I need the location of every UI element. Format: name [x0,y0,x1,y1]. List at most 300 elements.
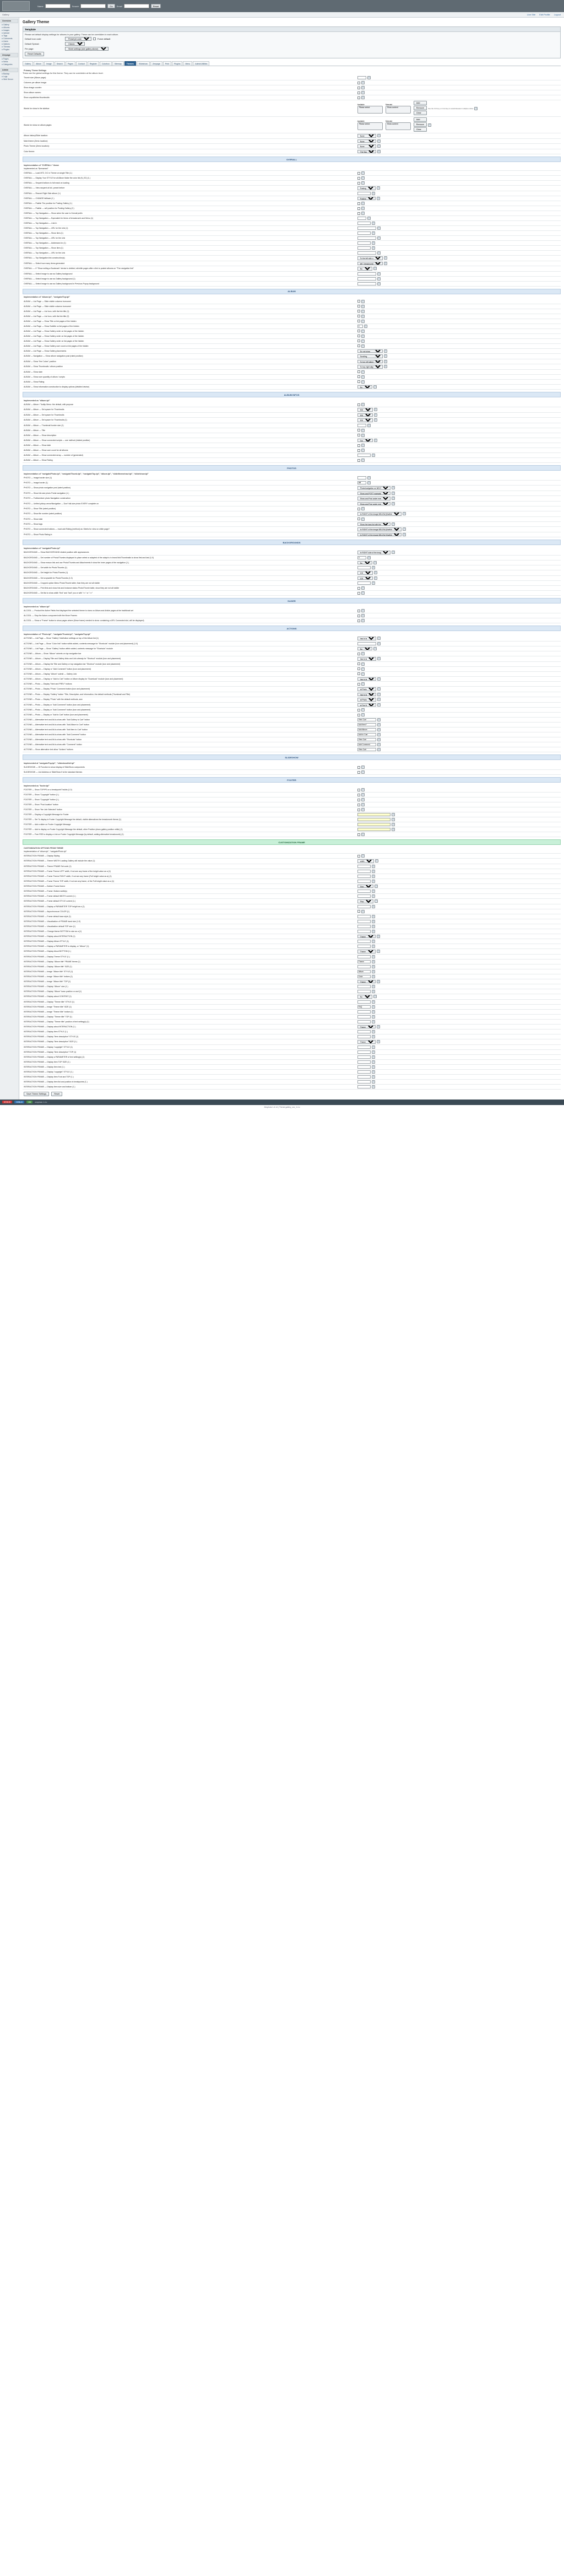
tab-register[interactable]: Register [88,61,99,66]
help-icon[interactable]: ? [372,1020,374,1023]
setting-text-input[interactable] [357,325,363,328]
sidebar-item-users[interactable]: Users [1,40,18,42]
help-icon[interactable]: ? [377,187,379,190]
help-icon[interactable]: ? [362,771,364,773]
help-icon[interactable]: ? [372,945,374,947]
setting-select[interactable] [357,637,376,640]
setting-text-input[interactable] [357,556,366,559]
setting-checkbox[interactable] [357,330,360,332]
setting-text-input[interactable] [357,865,371,868]
help-icon[interactable]: ? [362,87,364,89]
help-icon[interactable]: ? [362,305,364,308]
help-icon[interactable]: ? [384,262,386,265]
setting-text-input[interactable] [357,718,376,721]
help-icon[interactable]: ? [372,222,374,224]
setting-select[interactable] [357,980,376,984]
help-icon[interactable]: ? [362,330,364,332]
help-icon[interactable]: ? [362,799,364,801]
help-icon[interactable]: ? [372,1015,374,1018]
setting-select[interactable] [357,502,391,506]
setting-text-input[interactable] [357,236,376,240]
help-icon[interactable]: ? [384,355,386,358]
tab-print[interactable]: Print [163,61,171,66]
setting-text-input[interactable] [357,743,376,746]
help-icon[interactable]: ? [362,653,364,655]
help-icon[interactable]: ? [362,709,364,711]
help-icon[interactable]: ? [372,1031,374,1033]
help-icon[interactable]: ? [378,743,379,746]
setting-text-input[interactable] [357,1050,371,1054]
setting-text-input[interactable] [357,728,376,731]
setting-select[interactable] [357,150,376,154]
dual-select-remove-button[interactable]: Remove [414,122,427,127]
setting-checkbox[interactable] [357,96,360,99]
setting-text-input[interactable] [357,231,371,235]
help-icon[interactable]: ? [372,454,374,456]
setting-select[interactable] [357,576,373,580]
help-icon[interactable]: ? [362,429,364,432]
selected-list[interactable] [385,103,411,114]
help-icon[interactable]: ? [392,813,394,816]
help-icon[interactable]: ? [362,320,364,322]
link-logout[interactable]: Logout [554,13,561,16]
setting-select[interactable] [357,262,383,266]
help-icon[interactable]: ? [378,658,379,660]
setting-text-input[interactable] [357,733,376,736]
reset-button[interactable]: Reset [51,1092,62,1096]
default-spread-select[interactable] [65,42,85,46]
setting-select[interactable] [357,1040,376,1044]
help-icon[interactable]: ? [403,513,405,515]
help-icon[interactable]: ? [362,587,364,589]
help-icon[interactable]: ? [392,492,394,494]
help-icon[interactable]: ? [378,703,379,706]
sidebar-item-albums[interactable]: Albums [1,26,18,29]
help-icon[interactable]: ? [372,1055,374,1058]
help-icon[interactable]: ? [362,809,364,811]
setting-select[interactable] [357,256,383,260]
setting-select[interactable] [357,687,376,691]
setting-select[interactable] [357,698,376,702]
help-icon[interactable]: ? [375,439,376,441]
help-icon[interactable]: ? [377,950,379,953]
help-icon[interactable]: ? [392,487,394,489]
setting-checkbox[interactable] [357,653,360,655]
help-icon[interactable]: ? [378,693,379,696]
setting-text-input[interactable] [357,1060,371,1064]
setting-checkbox[interactable] [357,508,360,510]
setting-select[interactable] [357,385,372,389]
setting-checkbox[interactable] [357,794,360,796]
sidebar-item-news[interactable]: News [1,60,18,63]
help-icon[interactable]: ? [362,508,364,510]
help-icon[interactable]: ? [362,459,364,461]
help-icon[interactable]: ? [377,935,379,937]
help-icon[interactable]: ? [378,282,379,285]
setting-text-input[interactable] [357,581,371,585]
help-icon[interactable]: ? [372,915,374,918]
setting-select[interactable] [357,349,383,353]
help-icon[interactable]: ? [362,380,364,383]
setting-checkbox[interactable] [357,344,360,347]
help-icon[interactable]: ? [362,182,364,184]
help-icon[interactable]: ? [372,870,374,872]
setting-select[interactable] [357,144,376,148]
help-icon[interactable]: ? [378,739,379,741]
help-icon[interactable]: ? [375,408,376,411]
topbar-reset-button[interactable]: Reset [151,4,161,8]
setting-text-input[interactable] [357,970,371,973]
help-icon[interactable]: ? [362,212,364,214]
help-icon[interactable]: ? [372,970,374,973]
setting-select[interactable] [357,413,373,417]
setting-checkbox[interactable] [357,804,360,806]
help-icon[interactable]: ? [375,572,376,574]
setting-select[interactable] [357,693,376,697]
setting-text-input[interactable] [357,222,371,225]
help-icon[interactable]: ? [372,905,374,908]
setting-text-input[interactable] [357,940,371,943]
help-icon[interactable]: ? [372,1080,374,1083]
help-icon[interactable]: ? [378,748,379,751]
setting-checkbox[interactable] [357,709,360,712]
help-icon[interactable]: ? [378,642,379,645]
default-icon-code-select[interactable] [65,37,91,41]
help-icon[interactable]: ? [372,1046,374,1048]
help-icon[interactable]: ? [374,267,376,270]
setting-select[interactable] [357,899,373,903]
help-icon[interactable]: ? [362,662,364,665]
setting-checkbox[interactable] [357,809,360,811]
help-icon[interactable]: ? [375,413,376,416]
tab-admin-utilities[interactable]: Admin/Utilities [193,61,209,66]
help-icon[interactable]: ? [384,360,386,363]
setting-select[interactable] [357,657,376,661]
setting-text-input[interactable] [357,965,371,968]
tab-sitemap[interactable]: Sitemap [112,61,124,66]
help-icon[interactable]: ? [362,449,364,451]
help-icon[interactable]: ? [368,217,370,219]
help-icon[interactable]: ? [378,139,379,142]
setting-text-input[interactable] [357,925,371,928]
tab-album[interactable]: Album [34,61,44,66]
help-icon[interactable]: ? [362,833,364,836]
help-icon[interactable]: ? [403,528,405,531]
help-icon[interactable]: ? [374,561,376,564]
setting-checkbox[interactable] [357,615,360,617]
help-icon[interactable]: ? [362,207,364,209]
setting-text-input[interactable] [357,476,366,479]
setting-checkbox[interactable] [357,855,360,858]
help-icon[interactable]: ? [378,237,379,239]
setting-select[interactable] [357,885,373,888]
setting-text-input[interactable] [357,1020,371,1023]
setting-checkbox[interactable] [357,91,360,94]
help-icon[interactable]: ? [372,925,374,928]
setting-checkbox[interactable] [357,202,360,205]
help-icon[interactable]: ? [378,637,379,640]
help-icon[interactable]: ? [374,995,376,998]
help-icon[interactable]: ? [372,930,374,933]
help-icon[interactable]: ? [362,403,364,406]
setting-checkbox[interactable] [357,320,360,322]
sidebar-item-comments[interactable]: Comments [1,37,18,40]
help-icon[interactable]: ? [362,370,364,373]
help-icon[interactable]: ? [362,434,364,436]
help-icon[interactable]: ? [392,551,394,554]
save-theme-settings-button[interactable]: Save Theme Settings [24,1092,49,1096]
setting-checkbox[interactable] [357,375,360,378]
setting-text-input[interactable] [357,1005,371,1009]
setting-checkbox[interactable] [357,310,360,312]
setting-checkbox[interactable] [357,207,360,210]
setting-checkbox[interactable] [357,789,360,791]
link-live-site[interactable]: Live Site [527,13,536,16]
setting-select[interactable] [357,522,391,526]
help-icon[interactable]: ? [362,855,364,857]
setting-checkbox[interactable] [357,305,360,308]
help-icon[interactable]: ? [362,444,364,446]
setting-text-input[interactable] [357,642,376,645]
setting-select[interactable] [357,561,372,565]
help-icon[interactable]: ? [362,766,364,768]
help-icon[interactable]: ? [375,885,377,887]
help-icon[interactable]: ? [372,1060,374,1063]
tab-themes[interactable]: Themes [124,61,136,66]
setting-checkbox[interactable] [357,910,360,913]
setting-text-input[interactable] [357,1080,371,1084]
help-icon[interactable]: ? [372,895,374,897]
setting-text-input[interactable] [357,823,391,826]
setting-checkbox[interactable] [357,177,360,180]
help-icon[interactable]: ? [362,91,364,94]
topbar-field-0[interactable] [45,4,70,8]
setting-text-input[interactable] [357,251,376,255]
help-icon[interactable]: ? [378,134,379,137]
sidebar-item-logs[interactable]: Logs [1,75,18,78]
setting-select[interactable] [357,677,376,681]
help-icon[interactable]: ? [429,123,430,126]
help-icon[interactable]: ? [372,865,374,867]
help-icon[interactable]: ? [362,667,364,670]
setting-text-input[interactable] [357,246,371,250]
help-icon[interactable]: ? [374,647,376,650]
setting-text-input[interactable] [357,748,376,751]
setting-checkbox[interactable] [357,619,360,622]
setting-text-input[interactable] [357,875,371,878]
help-icon[interactable]: ? [362,172,364,174]
help-icon[interactable]: ? [392,497,394,500]
setting-select[interactable] [357,267,372,271]
setting-select[interactable] [357,408,373,412]
setting-checkbox[interactable] [357,592,360,595]
help-icon[interactable]: ? [372,232,374,234]
setting-select[interactable] [357,703,376,707]
tab-gallery[interactable]: Gallery [23,61,33,66]
help-icon[interactable]: ? [362,789,364,791]
reset-defaults-button[interactable]: Reset Defaults [25,52,44,56]
help-icon[interactable]: ? [378,729,379,731]
help-icon[interactable]: ? [372,990,374,993]
help-icon[interactable]: ? [378,688,379,691]
setting-checkbox[interactable] [357,403,360,406]
status-chip-debug[interactable]: DEBUG [14,1101,24,1103]
setting-select[interactable] [357,418,373,422]
available-list[interactable] [357,103,383,114]
setting-text-input[interactable] [357,738,376,741]
help-icon[interactable]: ? [372,890,374,892]
help-icon[interactable]: ? [372,875,374,877]
setting-text-input[interactable] [357,915,371,918]
tab-search[interactable]: Search [55,61,65,66]
help-icon[interactable]: ? [378,698,379,701]
dual-select-remove-button[interactable]: Remove [414,106,427,110]
help-icon[interactable]: ? [378,227,379,229]
setting-select[interactable] [357,360,383,364]
setting-checkbox[interactable] [357,82,360,84]
per-page-select[interactable] [65,47,109,51]
setting-select[interactable] [357,354,383,358]
help-icon[interactable]: ? [372,965,374,968]
setting-checkbox[interactable] [357,212,360,215]
topbar-go-button[interactable]: Go [107,4,115,8]
help-icon[interactable]: ? [378,252,379,254]
setting-select[interactable] [357,492,391,495]
setting-select[interactable] [357,139,376,143]
help-icon[interactable]: ? [374,385,376,388]
help-icon[interactable]: ? [372,880,374,882]
setting-select[interactable] [357,197,376,201]
setting-checkbox[interactable] [357,672,360,675]
setting-text-input[interactable] [357,930,371,933]
setting-text-input[interactable] [357,723,376,726]
setting-select[interactable] [357,647,372,651]
sidebar-item-plugins[interactable]: Plugins [1,48,18,51]
help-icon[interactable]: ? [378,724,379,726]
setting-text-input[interactable] [357,1065,371,1069]
link-edit-profile[interactable]: Edit Profile [539,13,550,16]
setting-text-input[interactable] [357,424,366,427]
tab-zenpage[interactable]: Zenpage [150,61,162,66]
help-icon[interactable]: ? [362,375,364,378]
setting-checkbox[interactable] [357,662,360,665]
setting-checkbox[interactable] [357,87,360,89]
setting-select[interactable] [357,439,373,443]
help-icon[interactable]: ? [362,202,364,204]
setting-checkbox[interactable] [357,610,360,612]
help-icon[interactable]: ? [362,335,364,337]
help-icon[interactable]: ? [372,567,374,569]
setting-checkbox[interactable] [357,667,360,670]
help-icon[interactable]: ? [362,714,364,716]
available-list[interactable] [357,122,383,130]
help-icon[interactable]: ? [378,734,379,736]
help-icon[interactable]: ? [368,482,370,484]
setting-select[interactable] [357,533,402,537]
help-icon[interactable]: ? [362,82,364,84]
setting-checkbox[interactable] [357,182,360,185]
setting-text-input[interactable] [357,890,371,893]
setting-select[interactable] [357,365,383,369]
setting-text-input[interactable] [357,945,371,948]
setting-select[interactable] [357,859,374,863]
setting-text-input[interactable] [357,894,371,898]
help-icon[interactable]: ? [378,150,379,153]
setting-text-input[interactable] [357,1046,371,1049]
setting-text-input[interactable] [357,975,371,978]
help-icon[interactable]: ? [372,1005,374,1008]
setting-checkbox[interactable] [357,370,360,373]
setting-text-input[interactable] [357,1070,371,1074]
help-icon[interactable]: ? [362,615,364,617]
help-icon[interactable]: ? [372,1070,374,1073]
help-icon[interactable]: ? [392,818,394,821]
force-default-checkbox[interactable] [93,37,96,40]
setting-checkbox[interactable] [357,771,360,774]
help-icon[interactable]: ? [375,900,377,903]
setting-checkbox[interactable] [357,449,360,452]
setting-text-input[interactable] [357,955,371,958]
setting-checkbox[interactable] [357,683,360,686]
setting-text-input[interactable] [357,870,371,873]
help-icon[interactable]: ? [375,419,376,422]
setting-text-input[interactable] [357,217,366,220]
setting-text-input[interactable] [357,1030,371,1033]
setting-checkbox[interactable] [357,518,360,520]
help-icon[interactable]: ? [368,424,370,427]
help-icon[interactable]: ? [362,804,364,806]
help-icon[interactable]: ? [377,197,379,200]
help-icon[interactable]: ? [372,1010,374,1013]
dual-select-add-button[interactable]: Add [414,101,427,105]
sidebar-item-options[interactable]: Options [1,42,18,45]
setting-select[interactable] [357,935,376,939]
help-icon[interactable]: ? [372,940,374,942]
help-icon[interactable]: ? [362,300,364,303]
help-icon[interactable]: ? [392,823,394,826]
tab-image[interactable]: Image [44,61,54,66]
sidebar-item-pages[interactable]: Pages [1,57,18,60]
sidebar-item-gallery[interactable]: Gallery [1,23,18,26]
setting-text-input[interactable] [357,1075,371,1079]
sidebar-item-categories[interactable]: Categories [1,63,18,66]
setting-select[interactable] [357,497,391,500]
setting-text-input[interactable] [357,828,391,831]
setting-text-input[interactable] [357,1000,371,1004]
selected-list[interactable] [386,122,411,130]
status-chip-error[interactable]: ERROR [2,1101,12,1103]
help-icon[interactable]: ? [372,1085,374,1088]
status-chip-ok[interactable]: OK [26,1101,32,1103]
setting-checkbox[interactable] [357,833,360,836]
tab-slideshow[interactable]: Slideshow [137,61,150,66]
help-icon[interactable]: ? [377,1041,379,1043]
setting-text-input[interactable] [357,880,371,883]
help-icon[interactable]: ? [372,1050,374,1053]
sidebar-item-themes[interactable]: Themes [1,45,18,48]
help-icon[interactable]: ? [372,960,374,963]
help-icon[interactable]: ? [376,860,377,863]
tab-colorbox[interactable]: Colorbox [100,61,112,66]
setting-text-input[interactable] [357,481,366,484]
help-icon[interactable]: ? [362,177,364,179]
help-icon[interactable]: ? [362,592,364,594]
setting-select[interactable] [357,527,402,531]
help-icon[interactable]: ? [365,325,366,327]
setting-select[interactable] [357,512,402,516]
help-icon[interactable]: ? [403,533,405,536]
setting-checkbox[interactable] [357,300,360,303]
